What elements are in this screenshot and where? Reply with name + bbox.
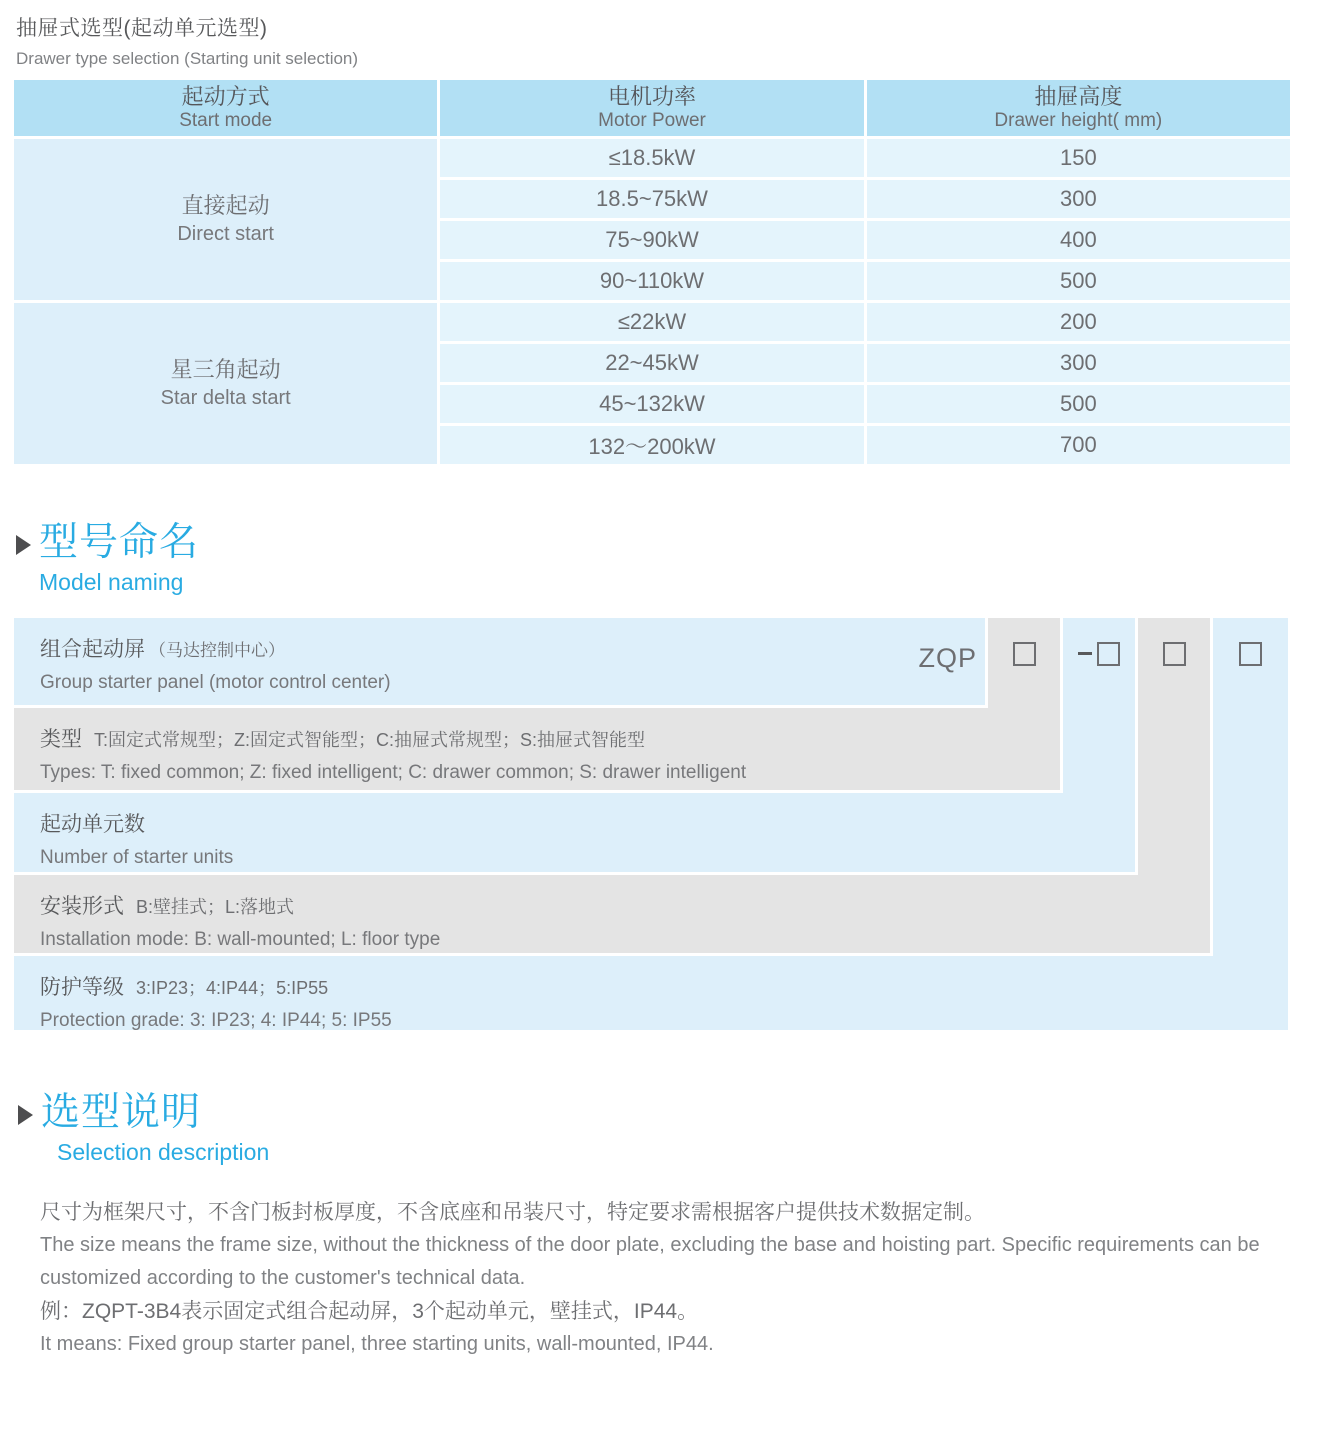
naming-row-zh: 组合起动屏 — [40, 638, 145, 661]
section-title-text — [41, 1092, 269, 1166]
selection-description-text — [40, 1196, 1290, 1361]
naming-row-en: Types: T: fixed common; Z: fixed intelligent; C: drawer common; S: drawer intelligent — [40, 762, 747, 783]
naming-row-starter-units — [14, 793, 1135, 872]
motor-power-cell: ≤22kW — [440, 303, 863, 341]
drawer-height-cell: 700 — [867, 426, 1290, 464]
doc-title-en: Drawer type selection (Starting unit selection) — [16, 49, 359, 68]
drawer-selection-table — [14, 80, 1290, 464]
naming-row-zh: 起动单元数 — [40, 813, 145, 836]
naming-row-zh: 类型 — [40, 728, 82, 751]
col-header-drawer-height — [867, 80, 1290, 136]
naming-row-en: Installation mode: B: wall-mounted; L: floor type — [40, 929, 441, 950]
section-arrow-icon — [18, 1105, 33, 1125]
dash-icon — [1078, 652, 1092, 655]
naming-row-zh-note: B:壁挂式；L:落地式 — [136, 897, 295, 917]
code-column-type — [988, 618, 1060, 790]
group-label-zh: 星三角起动 — [170, 357, 281, 383]
note-en-1: The size means the frame size, without the thickness of the door plate, excluding the base and hoisting part. Specific requirements can be customized according to the customer's technical data. — [40, 1234, 1260, 1289]
drawer-height-cell: 200 — [867, 303, 1290, 341]
model-code-box-icon — [1013, 642, 1036, 666]
section-title-zh: 选型说明 — [41, 1091, 202, 1134]
col-header-motor-power-zh: 电机功率 — [607, 83, 696, 109]
drawer-height-cell: 150 — [867, 139, 1290, 177]
section-title-text — [39, 522, 199, 596]
col-header-start-mode-zh: 起动方式 — [181, 83, 270, 109]
motor-power-cell: 45~132kW — [440, 385, 863, 423]
drawer-height-cell: 500 — [867, 262, 1290, 300]
motor-power-cell: 75~90kW — [440, 221, 863, 259]
section-arrow-icon — [16, 535, 31, 555]
motor-power-cell: ≤18.5kW — [440, 139, 863, 177]
motor-power-cell: 18.5~75kW — [440, 180, 863, 218]
col-header-start-mode-en: Start mode — [179, 110, 273, 132]
start-mode-group-cell — [14, 303, 437, 464]
model-naming-diagram — [14, 618, 1288, 1032]
naming-row-zh-note: （马达控制中心） — [149, 641, 285, 660]
motor-power-cell: 132～200kW — [440, 426, 863, 464]
col-header-motor-power — [440, 80, 863, 136]
naming-row-zh: 安装形式 — [40, 895, 124, 918]
model-code-box-icon — [1239, 642, 1262, 666]
model-code-box-icon — [1163, 642, 1186, 666]
col-header-drawer-height-en: Drawer height( mm) — [994, 110, 1163, 132]
model-code-box-icon — [1097, 642, 1120, 666]
col-header-start-mode — [14, 80, 437, 136]
note-zh-2: 例：ZQPT-3B4表示固定式组合起动屏，3个起动单元，壁挂式，IP44。 — [40, 1300, 699, 1323]
group-label-zh: 直接起动 — [181, 193, 270, 219]
code-column-protection — [1213, 618, 1288, 1030]
col-header-motor-power-en: Motor Power — [598, 110, 706, 132]
naming-row-zh-note: 3:IP23；4:IP44；5:IP55 — [136, 978, 329, 998]
group-label-en: Star delta start — [160, 386, 291, 409]
section-title-en: Model naming — [39, 568, 184, 595]
naming-row-group-starter-panel — [14, 618, 985, 705]
group-label-en: Direct start — [177, 222, 274, 245]
motor-power-cell: 90~110kW — [440, 262, 863, 300]
code-column-starter-units — [1063, 618, 1135, 872]
note-zh-1: 尺寸为框架尺寸，不含门板封板厚度，不含底座和吊装尺寸，特定要求需根据客户提供技术数据定制。 — [40, 1201, 985, 1224]
naming-row-en: Group starter panel (motor control center) — [40, 672, 391, 693]
model-code-prefix: ZQP — [918, 643, 977, 673]
section-title-en: Selection description — [57, 1138, 270, 1165]
naming-row-zh: 防护等级 — [40, 976, 124, 999]
start-mode-group-cell — [14, 139, 437, 300]
drawer-height-cell: 300 — [867, 344, 1290, 382]
naming-row-en: Protection grade: 3: IP23; 4: IP44; 5: IP55 — [40, 1010, 392, 1031]
drawer-height-cell: 400 — [867, 221, 1290, 259]
section-title-model-naming — [16, 522, 199, 596]
section-title-zh: 型号命名 — [39, 521, 200, 564]
drawer-height-cell: 500 — [867, 385, 1290, 423]
naming-row-zh-note: T:固定式常规型；Z:固定式智能型；C:抽屉式常规型；S:抽屉式智能型 — [94, 730, 646, 750]
naming-row-en: Number of starter units — [40, 847, 234, 868]
note-en-2: It means: Fixed group starter panel, three starting units, wall-mounted, IP44. — [40, 1333, 714, 1355]
naming-row-types — [14, 708, 1060, 790]
doc-title — [16, 12, 358, 69]
naming-row-installation-mode — [14, 875, 1210, 953]
section-title-selection-description — [18, 1092, 269, 1166]
naming-row-protection-grade — [14, 956, 1288, 1030]
drawer-height-cell: 300 — [867, 180, 1290, 218]
motor-power-cell: 22~45kW — [440, 344, 863, 382]
col-header-drawer-height-zh: 抽屉高度 — [1034, 83, 1123, 109]
code-column-installation — [1138, 618, 1210, 953]
doc-title-zh: 抽屉式选型(起动单元选型) — [16, 17, 268, 40]
